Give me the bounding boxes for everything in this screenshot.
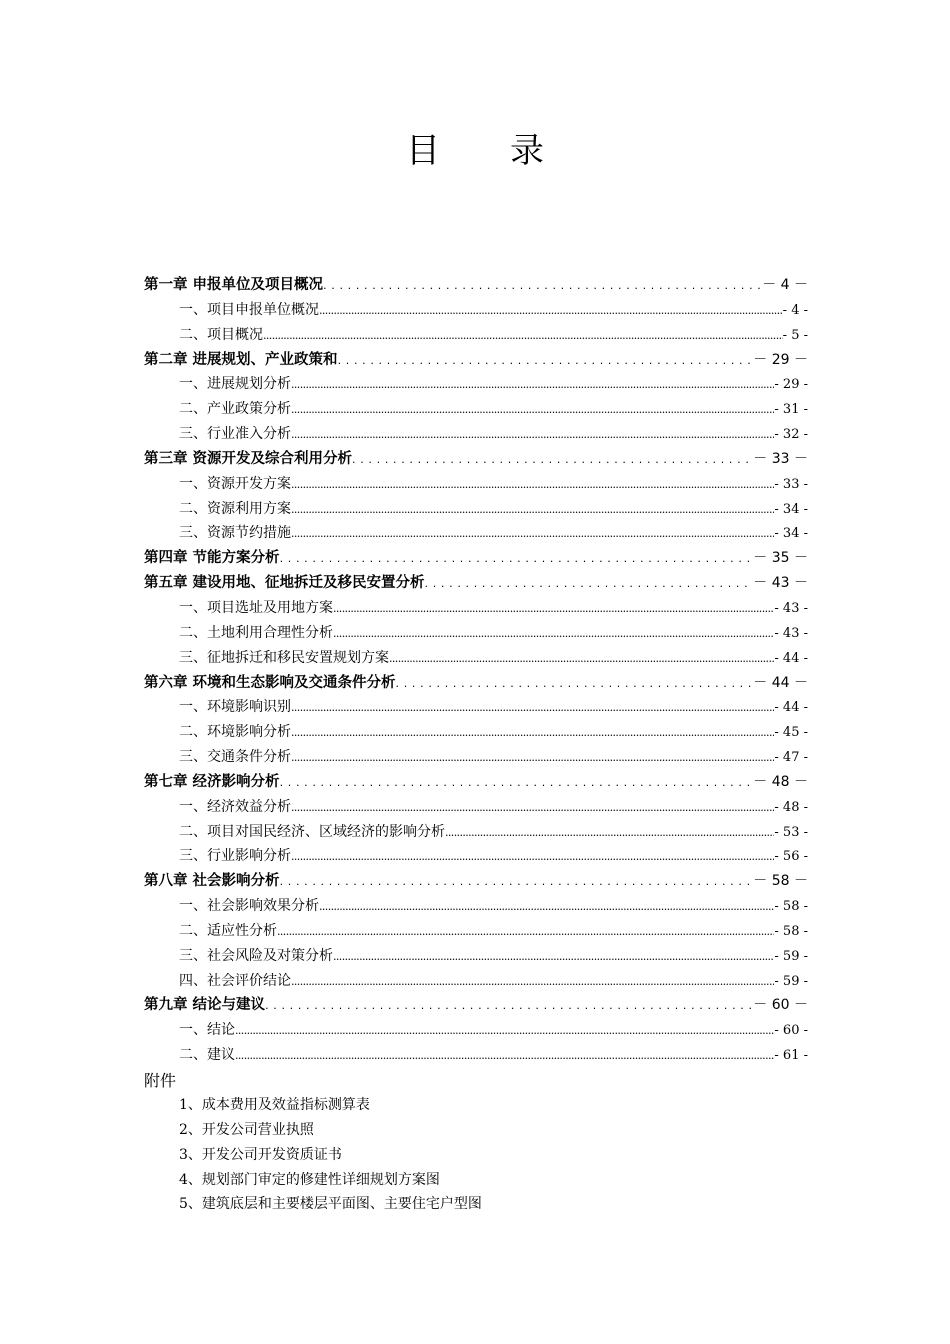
toc-entry-label: 第五章 建设用地、征地拆迁及移民安置分析	[144, 575, 425, 592]
toc-section-entry[interactable]	[144, 944, 808, 969]
toc-page-number: － 58 －	[753, 873, 808, 890]
table-of-contents	[144, 273, 808, 1217]
toc-chapter-entry[interactable]	[144, 447, 808, 472]
appendix-item: 1、成本费用及效益指标测算表	[179, 1097, 370, 1113]
toc-entry-label: 二、项目对国民经济、区域经济的影响分析	[179, 823, 445, 840]
dot-leader	[445, 820, 774, 845]
appendix-heading: 附件	[144, 1071, 177, 1090]
toc-entry-label: 一、结论	[179, 1022, 235, 1039]
dot-leader	[396, 671, 754, 696]
toc-page-number: - 43 -	[774, 600, 808, 616]
toc-page-number: － 60 －	[753, 997, 808, 1014]
dot-leader	[291, 397, 774, 422]
dot-leader	[277, 919, 774, 944]
toc-section-entry[interactable]	[144, 596, 808, 621]
toc-chapter-entry[interactable]	[144, 348, 808, 373]
toc-entries	[144, 273, 808, 1068]
toc-entry-label: 二、项目概况	[179, 326, 263, 343]
appendix-item: 3、开发公司开发资质证书	[179, 1146, 342, 1163]
toc-entry-label: 一、社会影响效果分析	[179, 898, 319, 915]
toc-entry-label: 一、进展规划分析	[179, 376, 291, 393]
dot-leader	[333, 621, 774, 646]
toc-entry-label: 二、环境影响分析	[179, 724, 291, 741]
toc-section-entry[interactable]	[144, 472, 808, 497]
toc-section-entry[interactable]	[144, 397, 808, 422]
toc-entry-label: 三、社会风险及对策分析	[179, 947, 333, 964]
toc-entry-label: 第八章 社会影响分析	[144, 873, 280, 890]
toc-entry-label: 四、社会评价结论	[179, 972, 291, 989]
appendix-list	[144, 1093, 808, 1217]
toc-section-entry[interactable]	[144, 720, 808, 745]
toc-page-number: - 33 -	[774, 476, 808, 492]
toc-section-entry[interactable]	[144, 323, 808, 348]
dot-leader	[291, 844, 774, 869]
dot-leader	[389, 646, 774, 671]
dot-leader	[265, 993, 753, 1018]
toc-entry-label: 三、行业准入分析	[179, 426, 291, 443]
toc-chapter-entry[interactable]	[144, 869, 808, 894]
toc-section-entry[interactable]	[144, 497, 808, 522]
toc-section-entry[interactable]	[144, 521, 808, 546]
toc-page-number: － 4 －	[762, 277, 808, 293]
toc-page-number: － 48 －	[753, 773, 808, 790]
dot-leader	[323, 273, 762, 298]
toc-page-number: - 32 -	[774, 427, 808, 443]
toc-page-number: - 4 -	[782, 302, 808, 318]
dot-leader	[333, 596, 774, 621]
toc-page-number: - 61 -	[774, 1048, 808, 1064]
toc-page-number: - 58 -	[774, 899, 808, 915]
page-title	[0, 126, 950, 176]
toc-page-number: - 44 -	[774, 650, 808, 666]
dot-leader	[338, 348, 754, 373]
toc-section-entry[interactable]	[144, 422, 808, 447]
toc-entry-label: 二、资源利用方案	[179, 500, 291, 517]
toc-section-entry[interactable]	[144, 298, 808, 323]
toc-page-number: - 60 -	[774, 1023, 808, 1039]
toc-chapter-entry[interactable]	[144, 770, 808, 795]
toc-entry-label: 一、项目申报单位概况	[179, 301, 319, 318]
dot-leader	[425, 571, 754, 596]
toc-section-entry[interactable]	[144, 820, 808, 845]
toc-page-number: - 34 -	[774, 526, 808, 542]
dot-leader	[291, 695, 774, 720]
toc-entry-label: 二、建议	[179, 1047, 235, 1064]
dot-leader	[352, 447, 753, 472]
dot-leader	[291, 521, 774, 546]
toc-page-number: － 29 －	[753, 351, 808, 368]
toc-page-number: - 47 -	[774, 750, 808, 766]
title-char-1: 目	[406, 131, 440, 171]
toc-entry-label: 第四章 节能方案分析	[144, 550, 280, 567]
toc-page-number: - 59 -	[774, 948, 808, 964]
toc-page-number: - 34 -	[774, 501, 808, 517]
toc-section-entry[interactable]	[144, 844, 808, 869]
toc-entry-label: 三、交通条件分析	[179, 749, 291, 766]
toc-section-entry[interactable]	[144, 1043, 808, 1068]
toc-entry-label: 一、经济效益分析	[179, 798, 291, 815]
toc-page-number: - 58 -	[774, 923, 808, 939]
toc-entry-label: 一、资源开发方案	[179, 475, 291, 492]
toc-entry-label: 三、行业影响分析	[179, 848, 291, 865]
toc-page-number: - 5 -	[782, 327, 808, 343]
toc-page-number: － 33 －	[753, 450, 808, 467]
toc-section-entry[interactable]	[144, 372, 808, 397]
toc-page-number: - 48 -	[774, 799, 808, 815]
toc-entry-label: 第九章 结论与建议	[144, 997, 266, 1014]
toc-chapter-entry[interactable]	[144, 993, 808, 1018]
toc-section-entry[interactable]	[144, 646, 808, 671]
toc-entry-label: 第二章 进展规划、产业政策和	[144, 351, 338, 368]
toc-section-entry[interactable]	[144, 1018, 808, 1043]
toc-entry-label: 第六章 环境和生态影响及交通条件分析	[144, 674, 396, 691]
toc-section-entry[interactable]	[144, 969, 808, 994]
toc-page-number: - 45 -	[774, 725, 808, 741]
toc-section-entry[interactable]	[144, 695, 808, 720]
toc-entry-label: 第一章 申报单位及项目概况	[144, 277, 324, 293]
toc-section-entry[interactable]	[144, 621, 808, 646]
dot-leader	[235, 1018, 774, 1043]
dot-leader	[291, 422, 774, 447]
toc-section-entry[interactable]	[144, 894, 808, 919]
dot-leader	[319, 894, 774, 919]
toc-entry-label: 三、征地拆迁和移民安置规划方案	[179, 649, 389, 666]
toc-chapter-entry[interactable]	[144, 546, 808, 571]
toc-entry-label: 二、适应性分析	[179, 922, 277, 939]
toc-page-number: － 43 －	[753, 575, 808, 592]
toc-entry-label: 第三章 资源开发及综合利用分析	[144, 450, 353, 467]
toc-page-number: － 35 －	[753, 550, 808, 567]
dot-leader	[280, 770, 754, 795]
toc-page-number: - 59 -	[774, 973, 808, 989]
toc-chapter-entry[interactable]	[144, 273, 808, 298]
toc-page-number: - 31 -	[774, 402, 808, 418]
toc-entry-label: 一、项目选址及用地方案	[179, 599, 333, 616]
dot-leader	[263, 323, 783, 348]
appendix-item: 2、开发公司营业执照	[179, 1121, 314, 1138]
dot-leader	[291, 745, 774, 770]
toc-section-entry[interactable]	[144, 795, 808, 820]
appendix-item: 4、规划部门审定的修建性详细规划方案图	[179, 1171, 440, 1188]
dot-leader	[291, 497, 774, 522]
dot-leader	[291, 969, 774, 994]
dot-leader	[235, 1043, 774, 1068]
dot-leader	[291, 720, 774, 745]
dot-leader	[291, 472, 774, 497]
toc-page-number: - 53 -	[774, 824, 808, 840]
toc-entry-label: 第七章 经济影响分析	[144, 773, 280, 790]
toc-chapter-entry[interactable]	[144, 571, 808, 596]
dot-leader	[291, 372, 774, 397]
toc-entry-label: 二、土地利用合理性分析	[179, 624, 333, 641]
dot-leader	[280, 546, 754, 571]
dot-leader	[291, 795, 774, 820]
toc-entry-label: 二、产业政策分析	[179, 401, 291, 418]
toc-page-number: - 44 -	[774, 700, 808, 716]
toc-page-number: - 43 -	[774, 625, 808, 641]
toc-section-entry[interactable]	[144, 745, 808, 770]
toc-entry-label: 三、资源节约措施	[179, 525, 291, 542]
toc-page-number: － 44 －	[753, 674, 808, 691]
toc-section-entry[interactable]	[144, 919, 808, 944]
dot-leader	[319, 298, 783, 323]
title-char-2: 录	[510, 131, 544, 171]
toc-page-number: - 29 -	[774, 377, 808, 393]
dot-leader	[280, 869, 754, 894]
toc-entry-label: 一、环境影响识别	[179, 699, 291, 716]
toc-page-number: - 56 -	[774, 849, 808, 865]
appendix-item: 5、建筑底层和主要楼层平面图、主要住宅户型图	[179, 1196, 482, 1213]
toc-chapter-entry[interactable]	[144, 671, 808, 696]
dot-leader	[333, 944, 774, 969]
